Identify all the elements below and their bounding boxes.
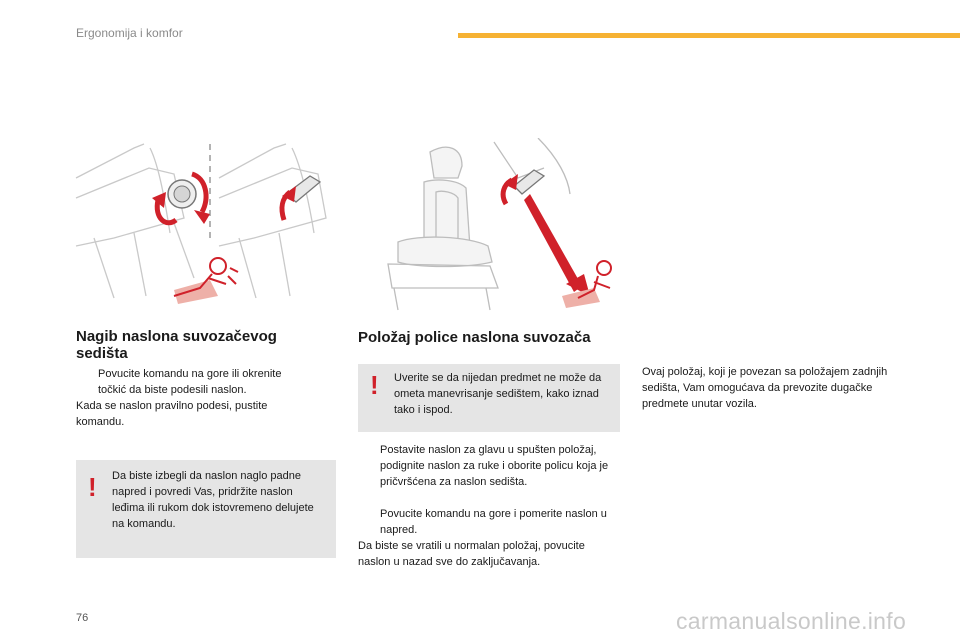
seat-table-step-1-text: Postavite naslon za glavu u spušten položaj, podignite naslon za ruke i oborite policu koja je pričvršćena za naslon sedišta. [380,444,609,488]
seat-table-step-2 [358,506,618,538]
warning-icon: ! [88,472,97,502]
seat-table-heading: Položaj police naslona suvozača [358,329,591,346]
seat-table-benefit-note: Ovaj položaj, koji je povezan sa položajem zadnjih sedišta, Vam omogućava da prevozite dugačke predmete unutar vozila. [642,366,888,410]
seat-table-step-1 [358,442,618,490]
backrest-tilt-illustration [74,138,336,310]
backrest-warning-box [76,460,336,558]
seat-table-return-note: Da biste se vratili u normalan položaj, povucite naslon u nazad sve do zaključavanja. [358,540,585,568]
backrest-tilt-step-text: Povucite komandu na gore ili okrenite točkić da biste podesili naslon. [98,368,282,396]
warning-icon: ! [370,370,379,400]
seat-table-position-illustration [358,138,620,316]
backrest-tilt-step [76,366,306,398]
page-number: 76 [76,612,89,624]
header-accent-bar [458,33,960,38]
backrest-warning-text: Da biste izbegli da naslon naglo padne napred i povredi Vas, pridržite naslon leđima ili rukom dok istovremeno delujete na komandu. [112,470,314,530]
backrest-release-note: Kada se naslon pravilno podesi, pustite komandu. [76,400,268,428]
seat-table-step-2-text: Povucite komandu na gore i pomerite naslon u napred. [380,508,607,536]
backrest-tilt-heading: Nagib naslona suvozačevog sedišta [76,328,277,362]
seat-table-warning-text: Uverite se da nijedan predmet ne može da ometa manevrisanje sedištem, kako iznad tako i ispod. [394,372,602,416]
watermark: carmanualsonline.info [676,608,907,634]
header-section-title: Ergonomija i komfor [76,26,183,40]
seat-table-warning-box [358,364,620,432]
